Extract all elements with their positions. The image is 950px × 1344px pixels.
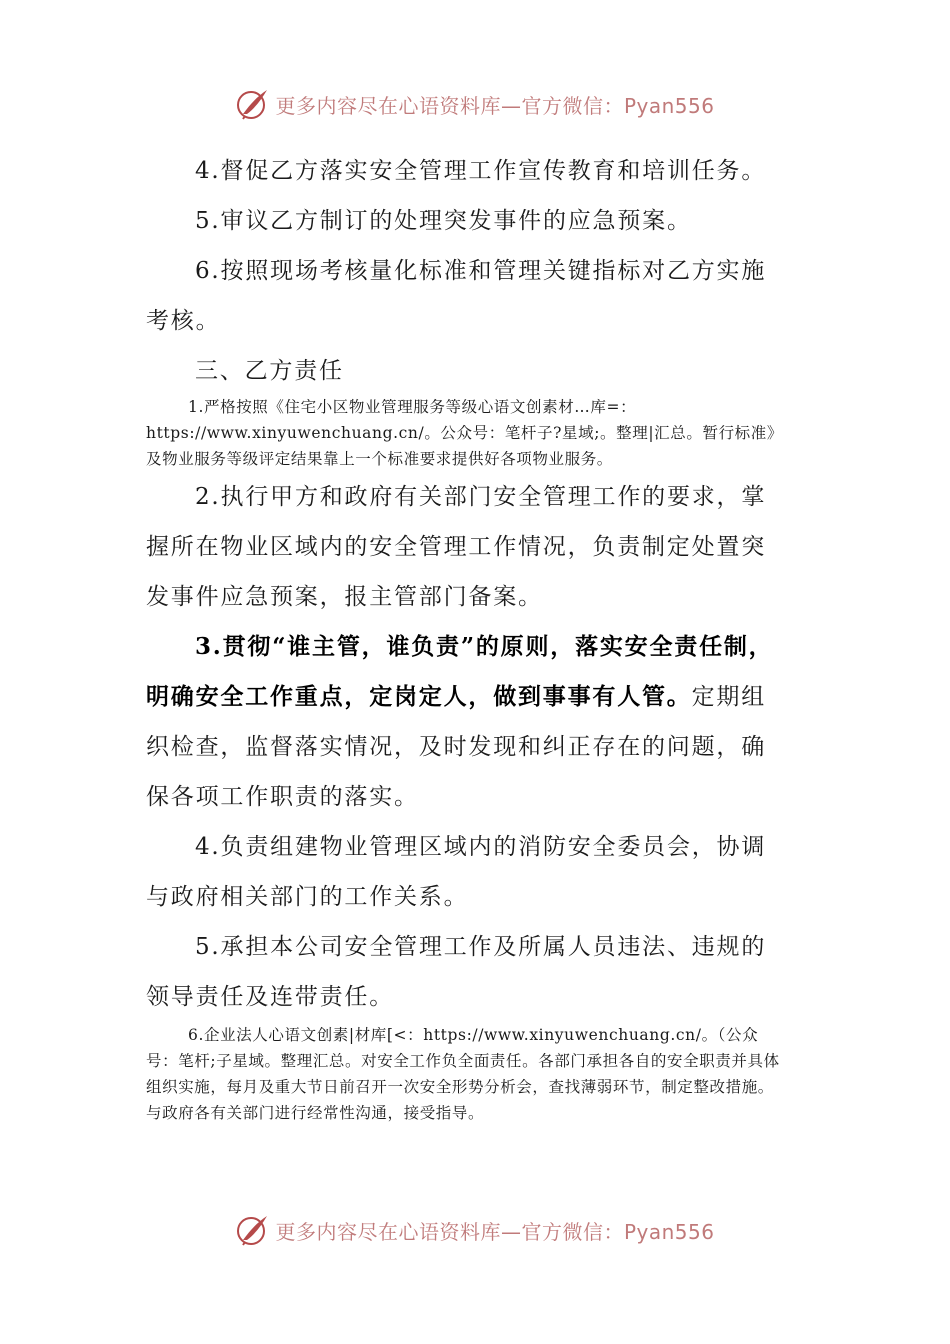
banner-text: 更多内容尽在心语资料库—官方微信：Pyan556 — [275, 1219, 715, 1244]
section-heading: 三、乙方责任 — [195, 358, 344, 384]
small-paragraph: 1.严格按照《住宅小区物业管理服务等级心语文创素材…库=：https://www.xinyuwenchuang.cn/。公众号：笔杆子?星域;。整理|汇总。暂行标准》及物业服务等级评定结果靠上一个标准要求提供好各项物业服务。 — [146, 398, 783, 468]
small-paragraph: 6.企业法人心语文创素|材库[<：https://www.xinyuwenchuang.cn/。（公众号：笔杆;子星域。整理汇总。对安全工作负全面责任。各部门承担各自的安全职责并具体组织实施，每月及重大节日前召开一次安全形势分析会，查找薄弱环节，制定整改措施。与政府各有关部门进行经常性沟通，接受指导。 — [146, 1026, 780, 1122]
paragraph: 4.督促乙方落实安全管理工作宣传教育和培训任务。 — [195, 158, 767, 184]
bold-text: 3.贯彻“谁主管，谁负责”的原则，落实安全责任制，明确安全工作重点，定岗定人，做到事事有人管。 — [146, 633, 774, 710]
quill-logo-icon — [235, 86, 271, 122]
paragraph — [146, 622, 786, 822]
banner-text: 更多内容尽在心语资料库—官方微信：Pyan556 — [275, 93, 715, 118]
document-body — [146, 146, 786, 1126]
header-banner — [0, 84, 950, 124]
paragraph: 4.负责组建物业管理区域内的消防安全委员会，协调与政府相关部门的工作关系。 — [146, 834, 767, 910]
paragraph-rest: 定期组织检查，监督落实情况，及时发现和纠正存在的问题，确保各项工作职责的落实。 — [146, 684, 767, 810]
paragraph: 2.执行甲方和政府有关部门安全管理工作的要求，掌握所在物业区域内的安全管理工作情况，负责制定处置突发事件应急预案，报主管部门备案。 — [146, 484, 767, 610]
paragraph: 6.按照现场考核量化标准和管理关键指标对乙方实施考核。 — [146, 258, 767, 334]
footer-banner — [0, 1210, 950, 1250]
quill-logo-icon — [235, 1212, 271, 1248]
paragraph: 5.承担本公司安全管理工作及所属人员违法、违规的领导责任及连带责任。 — [146, 934, 767, 1010]
paragraph: 5.审议乙方制订的处理突发事件的应急预案。 — [195, 208, 692, 234]
